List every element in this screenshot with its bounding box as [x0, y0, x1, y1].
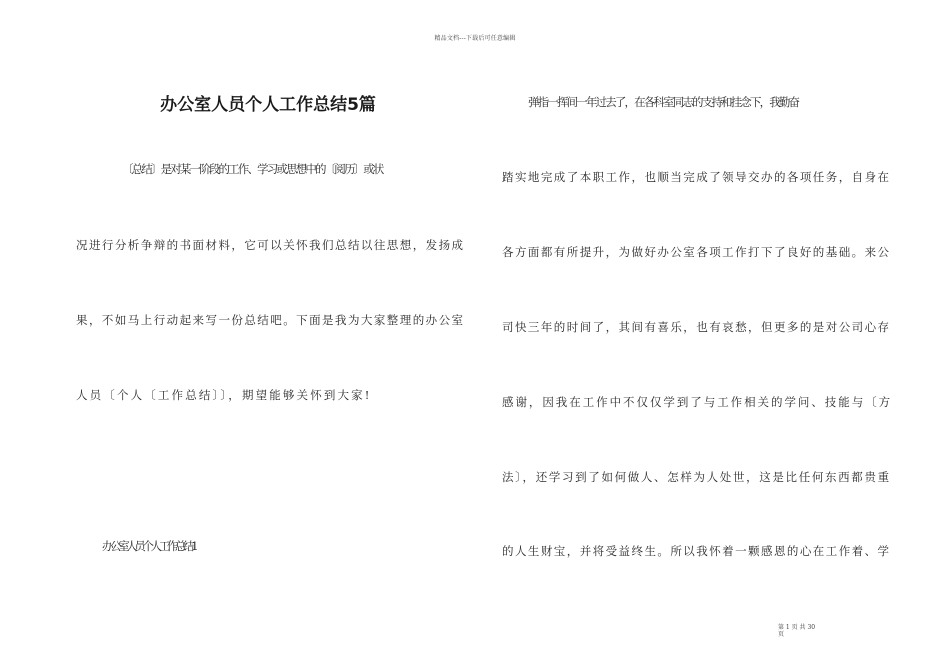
page-number-line: 第 1 页 共 30 [778, 624, 816, 631]
document-title: 办公室人员个人工作总结5篇 [160, 95, 376, 115]
paragraph-line: 感谢，因我在工作中不仅仅学到了与工作相关的学问、技能与〔方 [502, 395, 893, 409]
section-subheading: 办公室人员个人工作总结1 [102, 539, 196, 553]
paragraph-line: 〔总结〕是对某一阶段的工作、学习或思想中的〔阅历〕或状 [122, 162, 383, 176]
paragraph-line: 各方面都有所提升，为做好办公室各项工作打下了良好的基础。来公 [502, 245, 891, 259]
page-number [778, 624, 838, 638]
paragraph-line: 踏实地完成了本职工作，也顺当完成了领导交办的各项任务，自身在 [502, 170, 891, 184]
page-number-line: 页 [778, 631, 785, 638]
paragraph-line: 况进行分析争辩的书面材料，它可以关怀我们总结以往思想，发扬成 [76, 238, 465, 252]
paragraph-line: 司快三年的时间了，其间有喜乐，也有哀愁，但更多的是对公司心存 [502, 320, 891, 334]
paragraph-line: 的人生财宝，并将受益终生。所以我怀着一颗感恩的心在工作着、学 [502, 544, 891, 558]
paragraph-line: 人员〔个人〔工作总结〕〕，期望能够关怀到大家! [76, 388, 372, 402]
paragraph-line: 果，不如马上行动起来写一份总结吧。下面是我为大家整理的办公室 [76, 313, 465, 327]
paragraph-line: 弹指一挥间一年过去了，在各科室同志的支持和挂念下，我勤奋 [528, 95, 799, 109]
paragraph-line: 法〕，还学习到了如何做人、怎样为人处世，这是比任何东西都贵重 [502, 470, 891, 484]
page-header: 精品文档---下载后可任意编辑 [434, 35, 516, 42]
